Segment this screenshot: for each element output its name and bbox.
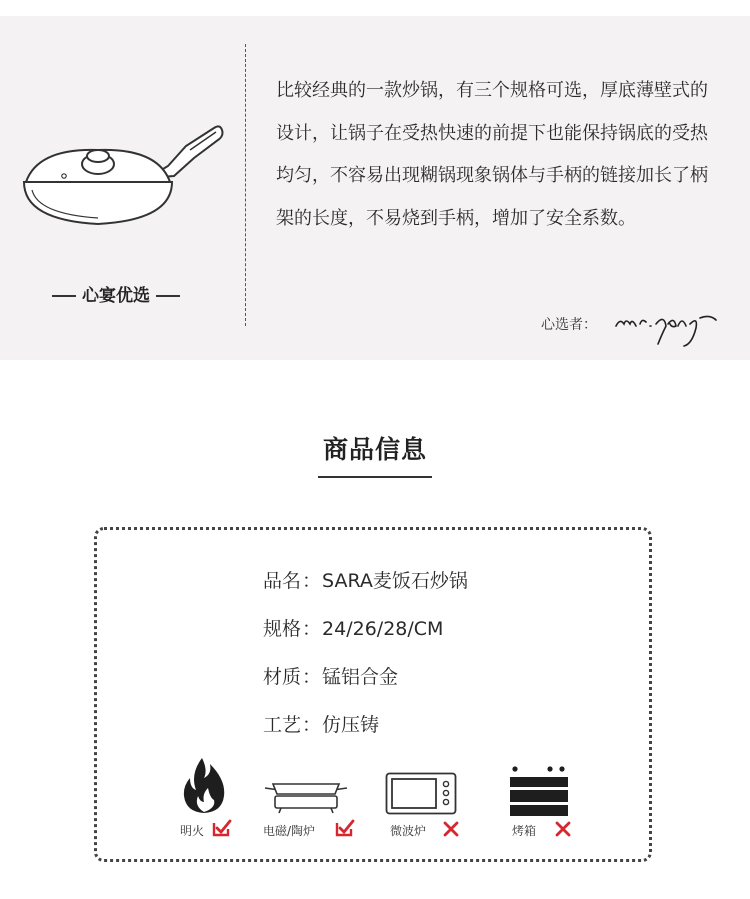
recommendation-description: 比较经典的一款炒锅，有三个规格可选，厚底薄壁式的设计，让锅子在受热快速的前提下也能保持锅底的受热均匀，不容易出现糊锅现象锅体与手柄的链接加长了柄架的长度，不易烧到手柄，增加了安全系数。 (276, 80, 708, 229)
spec-row-name (263, 566, 468, 593)
brand-dash-left (52, 295, 76, 297)
spec-row-material (263, 662, 398, 689)
spec-row-size (263, 614, 443, 641)
vertical-divider (245, 44, 246, 326)
spec-separator: ： (302, 714, 322, 736)
cross-icon (554, 820, 572, 838)
title-underline (318, 476, 432, 478)
spec-separator: ： (302, 618, 322, 640)
wok-illustration (18, 120, 228, 230)
cross-icon (442, 820, 460, 838)
spec-separator: ： (302, 666, 322, 688)
signature-mr-yang (612, 304, 720, 348)
flame-icon (180, 756, 228, 814)
cook-label-microwave: 微波炉 (390, 824, 427, 838)
brand-label: 心宴优选 (82, 286, 150, 306)
check-icon (335, 819, 355, 837)
cook-label-induction: 电磁/陶炉 (263, 824, 316, 838)
spec-row-craft (263, 710, 379, 737)
spec-value: 仿压铸 (322, 714, 380, 736)
spec-label: 规格 (263, 618, 302, 640)
brand-dash-right (156, 295, 180, 297)
cook-label-open-flame: 明火 (180, 824, 205, 838)
signer-label: 心选者： (541, 317, 597, 333)
check-icon (212, 819, 232, 837)
microwave-icon (385, 772, 457, 816)
brand-name (36, 281, 196, 306)
section-title: 商品信息 (322, 435, 427, 464)
spec-label: 工艺 (263, 714, 302, 736)
spec-separator: ： (302, 570, 322, 592)
spec-value: SARA麦饭石炒锅 (322, 570, 468, 592)
oven-icon (510, 765, 570, 817)
spec-value: 24/26/28/CM (322, 618, 444, 640)
cook-label-oven: 烤箱 (512, 824, 537, 838)
induction-cooker-icon (263, 780, 349, 814)
spec-value: 锰铝合金 (322, 666, 399, 688)
spec-label: 品名 (263, 570, 302, 592)
spec-label: 材质 (263, 666, 302, 688)
